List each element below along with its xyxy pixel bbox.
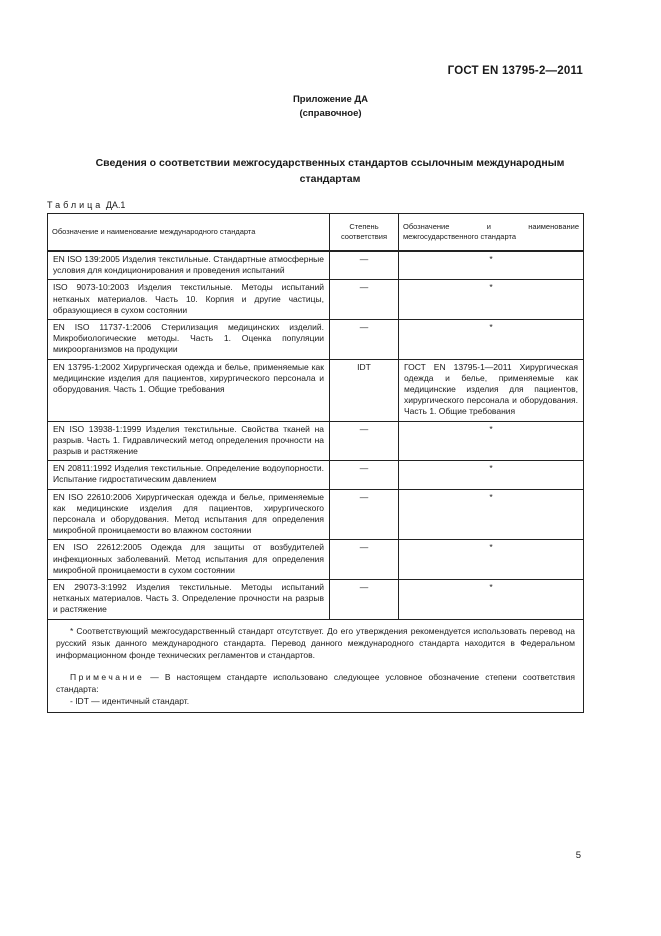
- cell-interstate: *: [399, 280, 584, 320]
- cell-degree: —: [330, 280, 399, 320]
- table-row: [48, 461, 584, 489]
- cell-degree: —: [330, 461, 399, 489]
- annex-title: Приложение ДА: [292, 94, 369, 105]
- footnote: * Соответствующий межгосударственный стандарт отсутствует. До его утверждения рекомендуется использовать перевод на русский язык данного международного стандарта. Перевод данного международного стандарта находится в Федеральном информационном фонде технических регламентов и стандартов.: [56, 625, 575, 660]
- cell-intl: EN ISO 139:2005 Изделия текстильные. Стандартные атмосферные условия для кондиционирования и проведения испытаний: [48, 251, 330, 280]
- table-caption-word: Таблица: [47, 200, 104, 210]
- cell-intl: ISO 9073-10:2003 Изделия текстильные. Методы испытаний нетканых материалов. Часть 10. Корпия и другие частицы, образующиеся в сухом состоянии: [48, 280, 330, 320]
- cell-intl: EN 29073-3:1992 Изделия текстильные. Методы испытаний нетканых материалов. Часть 3. Определение прочности на разрыв и растяжение: [48, 580, 330, 620]
- table-row: [48, 489, 584, 540]
- cell-interstate: *: [399, 461, 584, 489]
- cell-intl: EN ISO 13938-1:1999 Изделия текстильные. Свойства тканей на разрыв. Часть 1. Гидравлический метод определения прочности на разрыв и растяжение: [48, 421, 330, 461]
- document-code: ГОСТ EN 13795-2—2011: [447, 65, 583, 77]
- header-degree: Степень соответствия: [330, 214, 399, 252]
- annex-subtitle: (справочное): [299, 108, 362, 119]
- cell-degree: —: [330, 580, 399, 620]
- cell-degree: —: [330, 421, 399, 461]
- table-row: [48, 280, 584, 320]
- table-row: [48, 359, 584, 421]
- table-row: [48, 580, 584, 620]
- note: [56, 671, 575, 695]
- cell-intl: EN 20811:1992 Изделия текстильные. Определение водоупорности. Испытание гидростатическим давлением: [48, 461, 330, 489]
- cell-degree: —: [330, 540, 399, 580]
- cell-interstate: ГОСТ EN 13795-1—2011 Хирургическая одежда и белье, применяемые как медицинские изделия для пациентов, хирургического персонала и оборудования. Часть 1. Общие требования: [399, 359, 584, 421]
- table-caption-number: ДА.1: [105, 200, 126, 210]
- table-caption: [47, 200, 125, 210]
- table-header-row: [48, 214, 584, 252]
- cell-interstate: *: [399, 320, 584, 360]
- cell-intl: EN 13795-1:2002 Хирургическая одежда и белье, применяемые как медицинские изделия для пациентов, хирургического персонала и оборудования. Часть 1. Общие требования: [48, 359, 330, 421]
- cell-intl: EN ISO 22612:2005 Одежда для защиты от возбудителей инфекционных заболеваний. Метод испытания для определения микробной проницаемости в сухом состоянии: [48, 540, 330, 580]
- cell-degree: —: [330, 489, 399, 540]
- note-text: — В настоящем стандарте использовано следующее условное обозначение степени соответствия стандарта:: [56, 671, 575, 694]
- table-row: [48, 421, 584, 461]
- section-title: Сведения о соответствии межгосударственных стандартов ссылочным международным стандартам: [95, 157, 565, 185]
- table-row: [48, 540, 584, 580]
- cell-interstate: *: [399, 489, 584, 540]
- table-footer-row: [48, 619, 584, 712]
- note-label: Примечание: [70, 671, 145, 682]
- cell-intl: EN ISO 22610:2006 Хирургическая одежда и белье, применяемые как медицинские изделия для пациентов, хирургического персонала и оборудования. Метод испытания для определения микробной проницаемости во влажном состоянии: [48, 489, 330, 540]
- note-item: - IDT — идентичный стандарт.: [70, 695, 190, 706]
- correspondence-table: [47, 213, 584, 713]
- annex-heading: [0, 93, 661, 121]
- cell-degree: —: [330, 251, 399, 280]
- cell-interstate: *: [399, 421, 584, 461]
- cell-intl: EN ISO 11737-1:2006 Стерилизация медицинских изделий. Микробиологические методы. Часть 1. Оценка популяции микроорганизмов на продукции: [48, 320, 330, 360]
- cell-degree: IDT: [330, 359, 399, 421]
- cell-interstate: *: [399, 580, 584, 620]
- page-number: 5: [575, 850, 581, 861]
- cell-interstate: *: [399, 251, 584, 280]
- table-footer: [48, 619, 584, 712]
- table-row: [48, 320, 584, 360]
- header-interstate-standard: Обозначение и наименование межгосударственного стандарта: [399, 214, 584, 252]
- cell-degree: —: [330, 320, 399, 360]
- cell-interstate: *: [399, 540, 584, 580]
- header-intl-standard: Обозначение и наименование международного стандарта: [48, 214, 330, 252]
- table-row: [48, 251, 584, 280]
